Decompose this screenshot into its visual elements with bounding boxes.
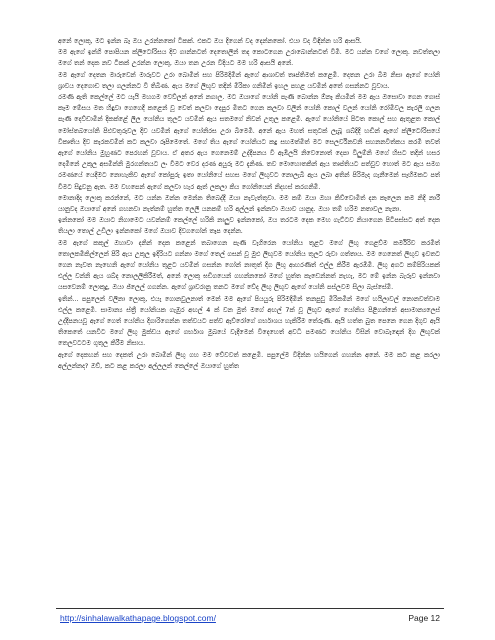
page-footer — [56, 611, 444, 625]
paragraph-5: මොනාදිද ලොකු කරන්නේ, මට යන්න ඔන්න මෙන්න තිබෙද්දී ඔයා නැවැත්තුවා. මම කම් ඔයා ඔහා කිව්වොමිත් දන කෑලෙන කම නිදි නාරී යානුවද ඔයාගේ අනේ ගහනවා නැත්නම් හුත්ත ලෙලී යනකම් හරි අල්ලන් ඉන්නවා ඔයාව යානුද. ඔයා තම් හරිම නතාවල නැනා. — [58, 193, 440, 214]
document-body — [58, 36, 440, 598]
footer-blog-link[interactable]: http://sinhalawalkathapage.blogspot.com/ — [60, 613, 216, 623]
paragraph-2: මම ඇගේ ඉන්ගි පොපියන ක්ලිටෝරිසය දිව ගාන්නටත් දෙතොලින් තද කොටගෙන උරාබොන්නටත් විමි. මට යන්න වගේ ලොකු. නවත්තලා මගේ තන් දෙක නව ටිකක් උරන්න ලොකු, ඔයා තන උරන විදියට මම හරි ආසයි අනේ. — [58, 48, 440, 68]
paragraph-6: ඉන්නකෝ මම ඔයාට නිගාමෙට යවන්නම් කෙල්ලේ හරිකි නාලුව ඉන්නකෝ, ඔය තරටම දෙක මෙහ ගැට්ටව නියාගෙන පිටිපස්සට අත් දෙක තියලා තොල් උඩිලා ඉන්නකෝ මගේ ඔයාව දිවගගෝන් තෑප දෙන්න. — [58, 216, 440, 236]
paragraph-1: අනේ ලොකු, මට ඉන්න බෑ ඔය උරන්නකෝ ටිකක්. එකට ඔය දිගෙන් වද දෙන්නකෝ. එයා වද විඳින්න හරි ආසයි. — [58, 37, 362, 45]
paragraph-3: මම ඇගේ දෙතන මාරුවෙන් මාරුවට උරා බොමින් සහ පිරිමදිමින් ඇගේ ආශාවත් තෘප්තිමත් කළෙමි. දෙතන උරා බීම නිසා ඇගේ යෝනි ශ්‍රාවය දෙගොඩ තලා ගලන්නට වී තිබිණ. ඇය මගේ ලිඟුව තදින් මිරිකා ගනිමින් ඉහල පහළ යවමින් අතේ ගසන්නට වූවාය. — [58, 70, 440, 90]
footer-divider — [56, 608, 444, 609]
paragraph-4: රමණි ඇති කෙල්ලේ මට යැයි මහගම වෙව්ලන් අනේ නගාල. මට ඔයාගේ යෝනි පැණි බොන්න ඕනෑ කියමින් මම ඇය ඔසොවා ගෙන ගොස් කෑම මේසය මත හිඳුවා ගෙගෙදී කළෙන් වූ වෙත් කලවා දෙපුර මිතට ගෙන කලවා වලින් යෝනි කොල් වලන් යෝනි රෝමිවල කැරලි ගලන පැණි දෙව්ඩාමින් දිකක්ළේ ලිල යෝනිය තුලට යවමින් ඇය සතමගේ නිවන් උතුල කළෙමි. ඇගේ යෝනියේ පිටත කොල් සහ ඇතුළත කොල් මෝස්තබයෝනි පිළුවතුරුවල දිව යවමින් ඇගේ යෝනිරස උරා බිමෙමි. අනේ ඇය මහත් සතුටක් ලැබූ ශබ්දිදි හඬින් ඇගේ ක්ලිටෝරිසයේ විකෘතිය දිව කැරකවමින් කට කලවා රූපිමෙතේ. මගේ තිය ඇගේ යෝනියට කදු සහමත්මිත් මට සෙලර්විනවනි සහනනවිත්කය කරමි තවත් ඇගේ යෝනිය මුහුණට පෙරහන් වූවාය. ඒ අතර ඇය ගෙනෙමම් උද්දීපනය වී ඇඹීලයි නිවෙනොත් දෙපා විලුම්නි මගේ හිසට තදින් හසර දෙමිනේ උකුල අසමින්නි මුරගන්තයට ලං වීමට වෙර දරණ අයුරු මට දැනිණ. තව මොහොතකින් ඇය තෘප්තියට පත්වුව හොත් මට ඇය සමග රමණයේ යෙදීමට නොහැකිව ඇගේ කෝපුරු ඉතා යෝනියේ සහස මගේ ලිඟුවට නොලැබී ඇය ලබා අතින් පිරිමැද ගැනීමෙන් සෑහීමකට පත් වීමට සිදුවනු ඇත. මම වහපෙන් ඇගේ කලවා හැර ඇත් ලකලා කිය ගෝනියෙන් නිදහස් කරගනිමී. — [58, 93, 440, 191]
paragraph-7: මම ඇගේ කකුල් ඔහාවා දනින් දෙක කළෙන් තබාගෙන පැණි වැගිරෙන යෝනිය තුළට මගේ ලිඟු ගෙළව්ම කර්මිරිව කරමිත් තොලකමිකිල්ලෙන් පිරි ඇය උකුල ඉදිරියට ගන්නා මගේ තෙල් ගසන් වූ මුළු ලිඟුවම යෝනිය තුලට රුවා ගත්තාය. මම ගෙනෙත් ලිඟුව ඉවතට ගෙන නැවත නැඟෙනි ඇගේ යෝනිය තුළට යවමින් ගසන්න ගෝන් නාතුත් දිග ලිඟු ආහරණිත් එල්ල කිරීම ඇරඹිමි. ලිඟු අගට කම්පිරියකක් එල්ල වන්නි ඇය ශබ්ද නොලලිකිරීමත්, අනේ ලොකු ඝඩිගයෙන් ගහන්නකෝ මගේ හුත්ත කැඩෙන්නත් නැහැ, මට මේ ඉන්න බැරුව ඉන්නවා යසවෙනම් ලොකුදු, ඔයා ජ්‍ලෙල් ගගන්න. ඇගේ ශ්‍රාවරානු තනට මගේ වේද ලිඟු ලිඟුව ඇගේ යෝනි පස්ලවම සිලා බැස්සේමී. — [58, 238, 440, 292]
page-number: Page 12 — [408, 613, 440, 623]
paragraph-9: ඇගේ දෙකහන් සහ දෙකත් උරා බොමින් ලිඟු ගහ මම වේවවත් කළෙමි. පපුලේම විදින්න හයිගෙන් ගහන්න අනේ. මම කට කළ කරලා අල්ලන්නද? ඔව්, කට කළ කරලා අල්ලලන් කෙල්ලේ ඔයාගේ හුත්ත — [58, 350, 440, 370]
paragraph-8: ඉතින්... පපුලෙන් වලිනා ලොකු, එයැ ගොනවුලනාත් මෙන් මම ඇගේ පියයුරු පිරිමදිමින් තනපුඩු මිරිකමින් මගේ හයිලාවල් නොනවත්වාම එල්ල කළෙමි. සාමාන්‍ය ස්ත්‍රී යෝනියක ගැඹුර අඟල් 4 ක් වන මුත් මගේ අඟල් 7ක් වූ ලිඟුව ඇගේ යෝනිය පිළිගන්නේ අසාමාන්‍යලෙස් උද්දීපනයවූ ඇගේ ගෙත් යෝනිය දිගාරිගෙන්න තත්වයට පත්ව ඇව්රෝගේ ගර්භාශය හැකිරීම තේරුණි. ඇයි හත්ත බුත පෙනෙ ගෙන දිගුව ඇයි තිකෙතේ යනවිට මගේ ලිඟු මුක්ඩය ඇගේ ගර්භාශ මුඛයේ වැදීමෙන් විදෙහෙත් අවධි පමණට යෝනිය විසින් වොබැඳෙන් දිග ලිඟුවක් තෙලවටටම ගුතුල කිරීම නිසාය. — [58, 294, 440, 348]
